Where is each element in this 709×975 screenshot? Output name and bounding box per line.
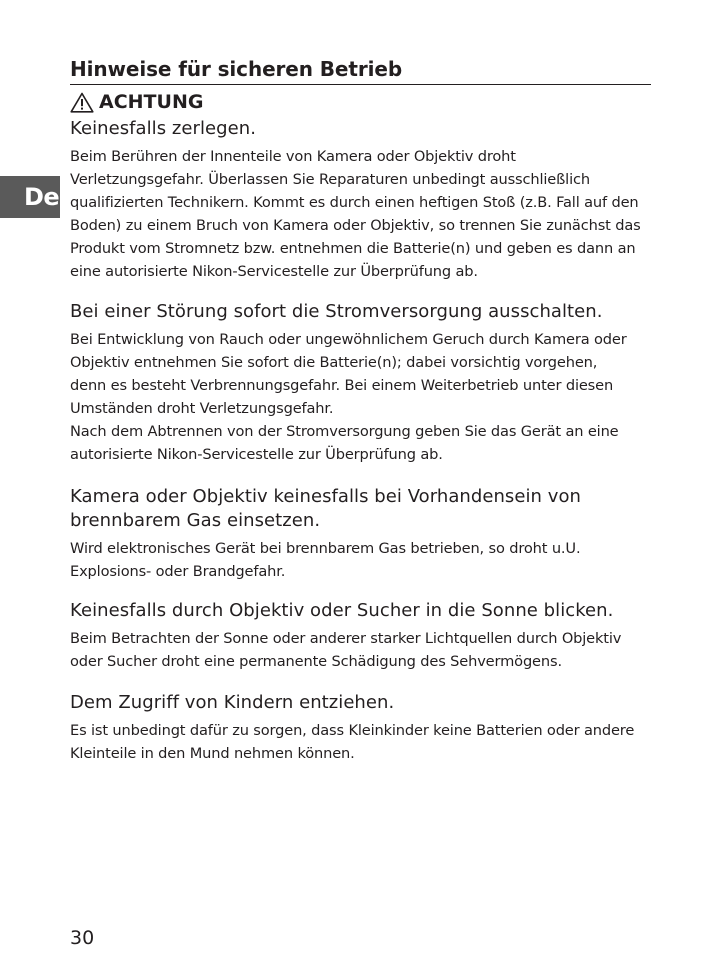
warning-heading xyxy=(70,89,203,115)
body-line: Beim Betrachten der Sonne oder anderer starker Lichtquellen durch Objektiv xyxy=(70,630,622,648)
heading-line: brennbarem Gas einsetzen. xyxy=(70,510,321,532)
section-heading: Dem Zugriff von Kindern entziehen. xyxy=(70,691,395,713)
body-line: Verletzungsgefahr. Überlassen Sie Reparaturen unbedingt ausschließlich xyxy=(70,171,590,189)
body-line: eine autorisierte Nikon-Servicestelle zur Überprüfung ab. xyxy=(70,263,478,281)
section-sun xyxy=(70,599,650,673)
section-heading xyxy=(70,485,650,533)
body-line: denn es besteht Verbrennungsgefahr. Bei einem Weiterbetrieb unter diesen xyxy=(70,376,614,394)
section-disassembly xyxy=(70,117,650,284)
body-line: Boden) zu einem Bruch von Kamera oder Objektiv, so trennen Sie zunächst das xyxy=(70,217,641,235)
page-title: Hinweise für sicheren Betrieb xyxy=(70,56,651,85)
body-line: Nach dem Abtrennen von der Stromversorgung geben Sie das Gerät an eine xyxy=(70,422,619,440)
body-line: Umständen droht Verletzungsgefahr. xyxy=(70,399,334,417)
page-number: 30 xyxy=(70,927,95,949)
section-body xyxy=(70,627,650,673)
body-line: Objektiv entnehmen Sie sofort die Batterie(n); dabei vorsichtig vorgehen, xyxy=(70,353,598,371)
section-flammable-gas xyxy=(70,485,650,583)
section-body xyxy=(70,719,650,765)
section-body xyxy=(70,145,650,284)
section-body xyxy=(70,537,650,583)
body-line: Bei Entwicklung von Rauch oder ungewöhnlichem Geruch durch Kamera oder xyxy=(70,330,627,348)
heading-line: Kamera oder Objektiv keinesfalls bei Vorhandensein von xyxy=(70,486,581,508)
language-tab: De xyxy=(0,176,60,218)
section-heading: Keinesfalls zerlegen. xyxy=(70,118,256,139)
body-line: oder Sucher droht eine permanente Schädigung des Sehvermögens. xyxy=(70,653,562,671)
safety-content xyxy=(70,117,650,765)
warning-triangle-icon xyxy=(70,92,94,113)
body-line: Beim Berühren der Innenteile von Kamera oder Objektiv droht xyxy=(70,148,516,165)
section-malfunction xyxy=(70,300,650,467)
body-line: Es ist unbedingt dafür zu sorgen, dass Kleinkinder keine Batterien oder andere xyxy=(70,721,635,739)
body-line: Wird elektronisches Gerät bei brennbarem Gas betrieben, so droht u.U. xyxy=(70,540,581,558)
body-line: Kleinteile in den Mund nehmen können. xyxy=(70,744,355,762)
body-line: Produkt vom Stromnetz bzw. entnehmen die Batterie(n) und geben es dann an xyxy=(70,240,636,258)
body-line: Explosions- oder Brandgefahr. xyxy=(70,563,286,581)
section-heading: Bei einer Störung sofort die Stromversorgung ausschalten. xyxy=(70,300,603,322)
body-line: autorisierte Nikon-Servicestelle zur Überprüfung ab. xyxy=(70,446,443,464)
section-heading: Keinesfalls durch Objektiv oder Sucher in die Sonne blicken. xyxy=(70,600,614,622)
section-children xyxy=(70,691,650,765)
body-line: qualifizierten Technikern. Kommt es durch einen heftigen Stoß (z.B. Fall auf den xyxy=(70,194,639,212)
warning-label: ACHTUNG xyxy=(99,91,204,113)
section-body xyxy=(70,328,650,467)
